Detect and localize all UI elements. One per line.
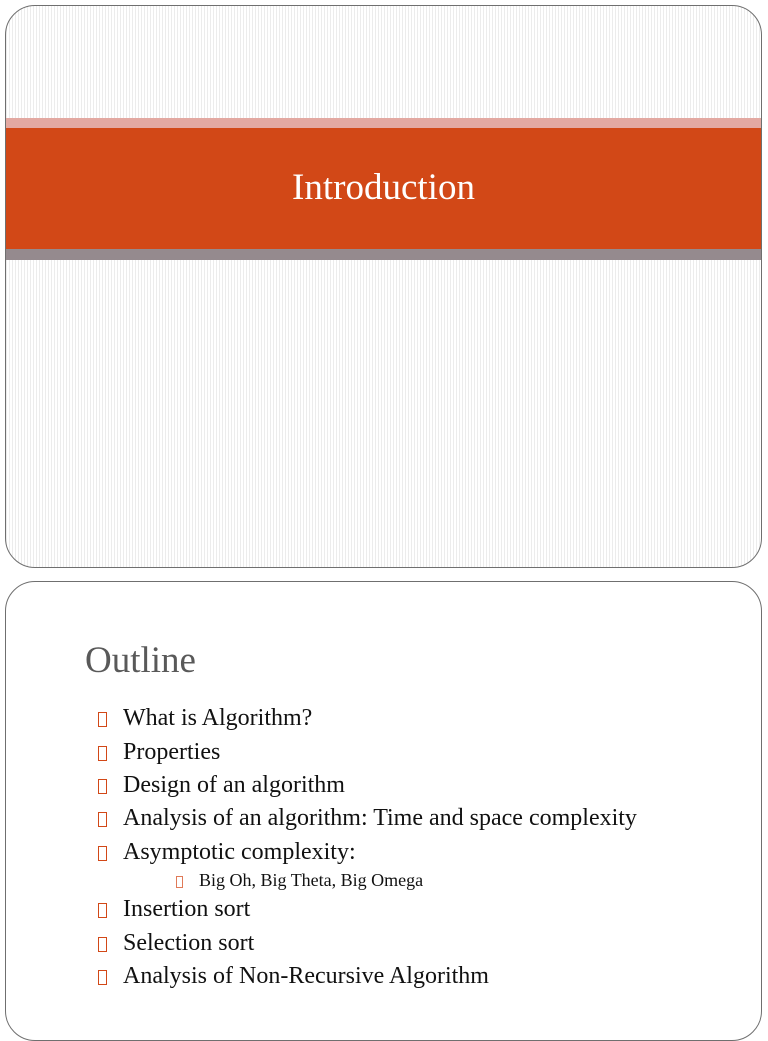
list-item-text: Properties (123, 738, 221, 765)
list-item (98, 960, 637, 993)
sub-list-item (98, 869, 637, 893)
list-item-text: Design of an algorithm (123, 771, 345, 798)
list-item (98, 702, 637, 735)
list-item-text: Analysis of an algorithm: Time and space complexity (123, 805, 637, 832)
list-item (98, 926, 637, 959)
list-item-text: Big Oh, Big Theta, Big Omega (199, 870, 424, 891)
outline-list (98, 702, 637, 993)
square-bullet-icon (98, 903, 107, 918)
outline-slide (5, 581, 762, 1041)
list-item-text: Analysis of Non-Recursive Algorithm (123, 962, 489, 989)
list-item (98, 769, 637, 802)
list-item (98, 735, 637, 768)
title-slide (5, 5, 762, 568)
title-band-top-stripe (6, 118, 761, 128)
list-item-text: Asymptotic complexity: (123, 838, 356, 865)
square-bullet-icon (98, 712, 107, 727)
list-item-text: What is Algorithm? (123, 705, 313, 732)
square-bullet-icon (98, 812, 107, 827)
slide-title: Introduction (292, 167, 475, 208)
title-band (6, 128, 761, 249)
square-bullet-icon (98, 970, 107, 985)
list-item (98, 836, 637, 869)
square-bullet-icon (98, 937, 107, 952)
outline-heading: Outline (85, 640, 196, 681)
list-item-text: Insertion sort (123, 896, 251, 923)
square-bullet-icon (98, 846, 107, 861)
list-item-text: Selection sort (123, 929, 255, 956)
title-band-bottom-stripe (6, 249, 761, 260)
square-bullet-icon (98, 746, 107, 761)
square-bullet-icon (176, 876, 183, 888)
list-item (98, 893, 637, 926)
square-bullet-icon (98, 779, 107, 794)
list-item (98, 802, 637, 835)
